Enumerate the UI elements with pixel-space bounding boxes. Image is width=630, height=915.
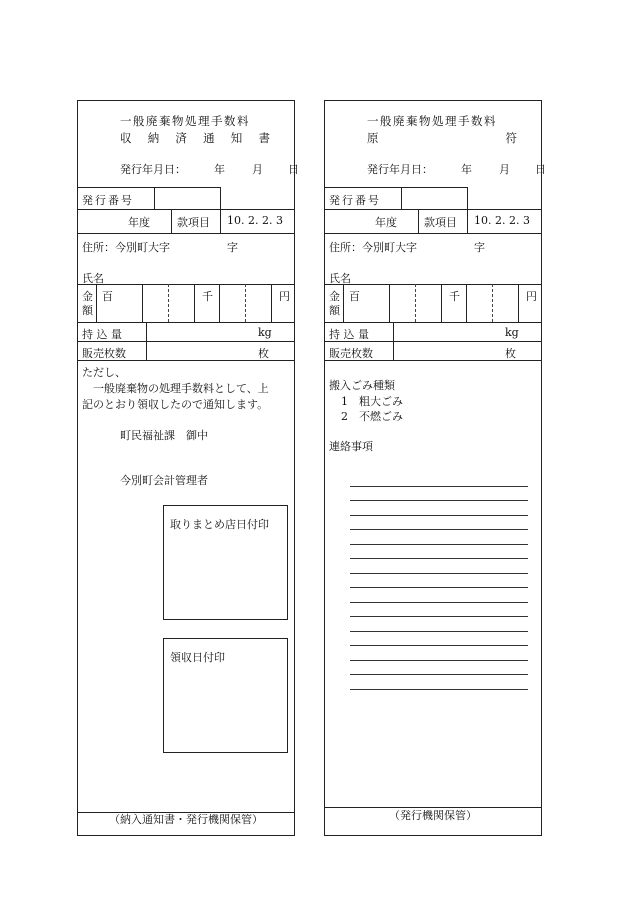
footer-note: （発行機関保管） [389,809,477,822]
divider [78,284,294,285]
issue-number-label: 発行番号 [329,194,381,207]
month-label: 月 [499,163,510,176]
memo-line [350,645,528,646]
divider [78,209,294,210]
divider [78,187,220,188]
amount-label: 金 [329,290,340,303]
subtitle-char: 知 [230,131,243,145]
divider [219,284,220,322]
divider [389,284,390,322]
amount-label: 金 [82,290,93,303]
day-label: 日 [288,163,299,176]
year-label: 年 [461,163,472,176]
divider [518,284,519,322]
divider [441,284,442,322]
divider [78,341,294,342]
address-aza: 字 [227,241,238,254]
weight-label: 持 込 量 [329,328,369,341]
memo-line [350,515,528,516]
item-label: 款項目 [424,216,457,229]
month-label: 月 [252,163,263,176]
divider [194,284,195,322]
subtitle-char: 済 [175,131,187,145]
divider [467,187,468,209]
issue-number-label: 発行番号 [82,194,134,207]
divider [401,187,402,209]
form-subtitle [120,130,270,146]
divider [271,284,272,322]
divider [78,233,294,234]
hundred-label: 百 [349,290,360,303]
memo-line [350,674,528,675]
name-label: 氏名 [329,272,351,285]
subtitle-char: 収 [120,131,132,145]
divider [415,284,416,322]
divider [96,284,97,322]
memo-line [350,544,528,545]
stamp-label: 取りまとめ店日付印 [170,518,269,531]
divider [325,341,541,342]
subtitle-char: 通 [203,131,215,145]
divider [325,233,541,234]
subtitle-char: 符 [505,131,517,145]
sheets-label: 販売枚数 [329,347,373,360]
divider [154,187,155,209]
divider [325,187,467,188]
memo-line [350,689,528,690]
divider [220,209,221,233]
treasurer: 今別町会計管理者 [120,474,208,487]
address-aza: 字 [474,241,485,254]
sheets-unit: 枚 [505,347,516,360]
amount-label: 額 [82,304,93,317]
item-code: 10. 2. 2. 3 [227,214,283,227]
weight-unit: kg [505,326,519,339]
waste-type-option: 1 粗大ごみ [341,395,403,408]
memo-line [350,660,528,661]
divider [78,322,294,323]
divider [343,284,344,322]
thousand-label: 千 [202,290,213,303]
divider [325,209,541,210]
memo-line [350,486,528,487]
divider [78,360,294,361]
yen-label: 円 [279,290,290,303]
collection-shop-stamp-box [163,505,288,620]
subtitle-char: 納 [147,131,160,145]
form-subtitle [367,130,517,146]
name-label: 氏名 [82,272,104,285]
memo-line [350,558,528,559]
sheets-label: 販売枚数 [82,347,126,360]
divider [325,322,541,323]
issue-date-label: 発行年月日： [367,163,433,176]
memo-line [350,500,528,501]
item-code: 10. 2. 2. 3 [474,214,530,227]
waste-type-label: 搬入ごみ種類 [329,379,395,392]
sheets-unit: 枚 [258,347,269,360]
thousand-label: 千 [449,290,460,303]
memo-line [350,573,528,574]
note-line: 一般廃棄物の処理手数料として、上 [82,382,269,395]
issue-date-row [367,161,546,177]
divider [325,284,541,285]
divider [220,187,221,209]
waste-type-option: 2 不燃ごみ [341,410,403,423]
address-label: 住所：今別町大字 [82,241,170,254]
notice-form [77,100,299,836]
address-label: 住所：今別町大字 [329,241,417,254]
memo-line [350,631,528,632]
weight-unit: kg [258,326,272,339]
footer-note: （納入通知書・発行機関保管） [109,813,263,826]
divider [492,284,493,322]
divider [171,209,172,233]
fiscal-year-label: 年度 [128,216,150,229]
item-label: 款項目 [177,216,210,229]
fiscal-year-label: 年度 [375,216,397,229]
memo-line [350,616,528,617]
divider [467,209,468,233]
divider [325,360,541,361]
addressee: 町民福祉課 御中 [120,429,208,442]
divider [142,284,143,322]
receipt-date-stamp-box [163,638,288,753]
form-title: 一般廃棄物処理手数料 [120,114,250,128]
memo-label: 連絡事項 [329,440,373,453]
stamp-label: 領収日付印 [170,651,225,664]
divider [168,284,169,322]
hundred-label: 百 [102,290,113,303]
note-line: 記のとおり領収したので通知します。 [82,398,269,411]
memo-line [350,602,528,603]
form-title: 一般廃棄物処理手数料 [367,114,497,128]
note-line: ただし、 [82,366,126,379]
issue-date-row [120,161,299,177]
divider [418,209,419,233]
issue-date-label: 発行年月日： [120,163,186,176]
counterfoil-form [324,100,546,836]
day-label: 日 [535,163,546,176]
divider [466,284,467,322]
yen-label: 円 [526,290,537,303]
year-label: 年 [214,163,225,176]
weight-label: 持 込 量 [82,328,122,341]
amount-label: 額 [329,304,340,317]
divider [245,284,246,322]
subtitle-char: 原 [367,131,379,145]
subtitle-char: 書 [258,131,270,145]
memo-line [350,529,528,530]
memo-line [350,587,528,588]
